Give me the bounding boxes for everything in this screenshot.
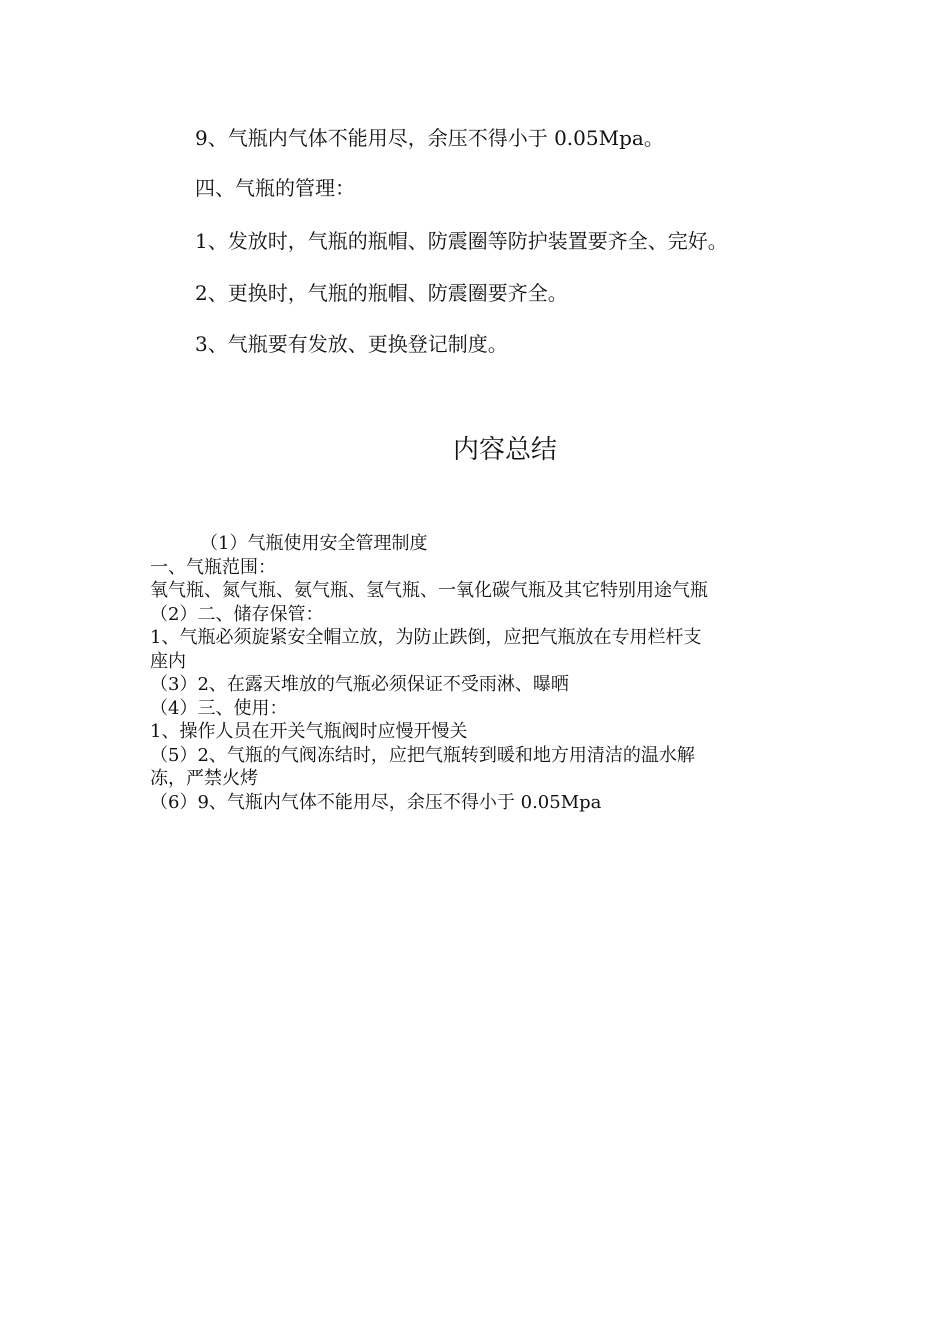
summary-line: 冻，严禁火烤	[150, 768, 258, 789]
summary-line: （2）二、储存保管：	[150, 603, 324, 625]
summary-line: 1、气瓶必须旋紧安全帽立放，为防止跌倒，应把气瓶放在专用栏杆支	[150, 627, 702, 648]
section-heading-cylinder-management: 四、气瓶的管理：	[195, 176, 355, 200]
content-summary	[150, 532, 810, 814]
summary-line: （1）气瓶使用安全管理制度	[200, 533, 428, 554]
summary-line: （4）三、使用：	[150, 697, 288, 719]
paragraph-issuance: 1、发放时，气瓶的瓶帽、防震圈等防护装置要齐全、完好。	[195, 229, 728, 253]
summary-line: （3）2、在露天堆放的气瓶必须保证不受雨淋、曝晒	[150, 674, 569, 695]
summary-line: 座内	[150, 650, 186, 672]
summary-line: 一、气瓶范围：	[150, 556, 276, 578]
paragraph-registration: 3、气瓶要有发放、更换登记制度。	[195, 332, 508, 356]
summary-line: （5）2、气瓶的气阀冻结时，应把气瓶转到暖和地方用清洁的温水解	[150, 744, 695, 766]
paragraph-residual-pressure: 9、气瓶内气体不能用尽，余压不得小于 0.05Mpa。	[195, 126, 664, 150]
summary-line: 氧气瓶、氮气瓶、氨气瓶、氢气瓶、一氧化碳气瓶及其它特别用途气瓶	[150, 580, 708, 601]
paragraph-replacement: 2、更换时，气瓶的瓶帽、防震圈要齐全。	[195, 281, 568, 305]
content-summary-heading: 内容总结	[452, 435, 557, 465]
summary-line: （6）9、气瓶内气体不能用尽，余压不得小于 0.05Mpa	[150, 791, 602, 813]
summary-line: 1、操作人员在开关气瓶阀时应慢开慢关	[150, 721, 468, 742]
